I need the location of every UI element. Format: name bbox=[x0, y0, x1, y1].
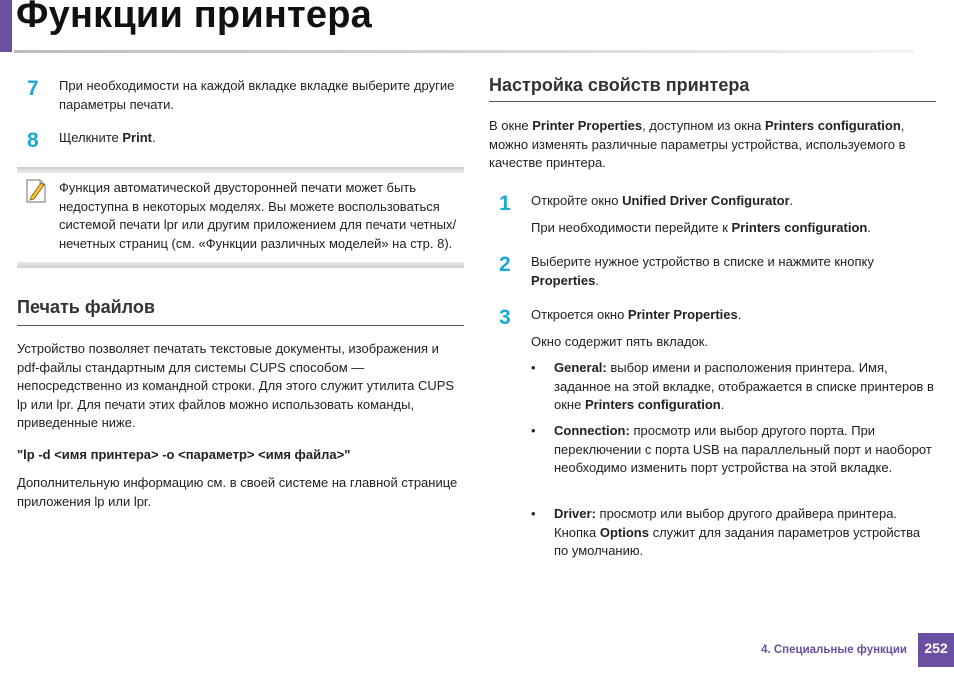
step-text: При необходимости на каждой вкладке вкладке выберите другие параметры печати. bbox=[59, 78, 455, 112]
print-files-paragraph: Устройство позволяет печатать текстовые документы, изображения и pdf-файлы стандартным для системы CUPS способом — непосредственно из командной строки. Для этого служит утилита CUPS lp или lpr. Для печати этих файлов можно использовать команды, приведенные ниже. bbox=[17, 341, 455, 430]
bullet-connection bbox=[531, 422, 936, 478]
section-title-printer-properties: Настройка свойств принтера bbox=[489, 75, 750, 95]
step-7 bbox=[17, 77, 464, 114]
step-2 bbox=[489, 253, 936, 290]
header-accent-bar bbox=[0, 0, 12, 52]
bullet-driver bbox=[531, 505, 936, 561]
step-text: Выберите нужное устройство в списке и нажмите кнопку Properties. bbox=[531, 254, 874, 288]
note-bottom-border bbox=[17, 262, 464, 268]
note-top-border bbox=[17, 167, 464, 173]
bullet-general bbox=[531, 359, 936, 415]
printer-properties-intro: В окне Printer Properties, доступном из окна Printers configuration, можно изменять различные параметры устройства, используемого в качестве принтера. bbox=[489, 118, 906, 170]
step-subtext: При необходимости перейдите к Printers configuration. bbox=[531, 219, 871, 235]
step-number: 2 bbox=[499, 253, 511, 276]
section-divider bbox=[17, 325, 464, 326]
footer-chapter-link[interactable]: 4. Специальные функции bbox=[761, 644, 907, 656]
step-text: Откройте окно Unified Driver Configurator. bbox=[531, 193, 794, 208]
note-text: Функция автоматической двусторонней печати может быть недоступна в некоторых моделях. Вы можете воспользоваться системой печати lpr или другим приложением для печати четных/нечетных страниц (см. «Функции различных моделей» на стр. 8). bbox=[59, 180, 457, 251]
step-subtext: Окно содержит пять вкладок. bbox=[531, 333, 709, 349]
note-box bbox=[17, 167, 464, 268]
command-example: "lp -d <имя принтера> -o <параметр> <имя файла>" bbox=[17, 447, 351, 462]
step-8 bbox=[17, 129, 464, 153]
step-number: 3 bbox=[499, 306, 511, 329]
step-number: 1 bbox=[499, 192, 511, 215]
page-number: 252 bbox=[918, 633, 954, 667]
bullet-text: Connection: просмотр или выбор другого порта. При переключении с порта USB на параллельный порт и наоборот необходимо изменить порт устройства на этой вкладке. bbox=[554, 423, 932, 475]
bullet-text: Driver: просмотр или выбор другого драйвера принтера. Кнопка Options служит для задания параметров устройства по умолчанию. bbox=[554, 506, 921, 558]
step-1 bbox=[489, 192, 936, 237]
title-divider bbox=[14, 50, 914, 53]
step-text: Щелкните Print. bbox=[59, 130, 156, 145]
step-number: 8 bbox=[27, 129, 39, 152]
note-pencil-icon bbox=[25, 178, 47, 204]
step-number: 7 bbox=[27, 77, 39, 100]
section-title-print-files: Печать файлов bbox=[17, 297, 155, 317]
bullet-dot: • bbox=[531, 423, 536, 438]
step-3 bbox=[489, 306, 936, 351]
section-divider bbox=[489, 101, 936, 102]
additional-info-paragraph: Дополнительную информацию см. в своей системе на главной странице приложения lp или lpr. bbox=[17, 475, 458, 509]
page-title: Функции принтера bbox=[16, 0, 372, 36]
step-text: Откроется окно Printer Properties. bbox=[531, 307, 742, 322]
bullet-text: General: выбор имени и расположения принтера. Имя, заданное на этой вкладке, отображается в списке принтеров в окне Printers configuration. bbox=[554, 360, 934, 412]
bullet-dot: • bbox=[531, 506, 536, 521]
bullet-dot: • bbox=[531, 360, 536, 375]
